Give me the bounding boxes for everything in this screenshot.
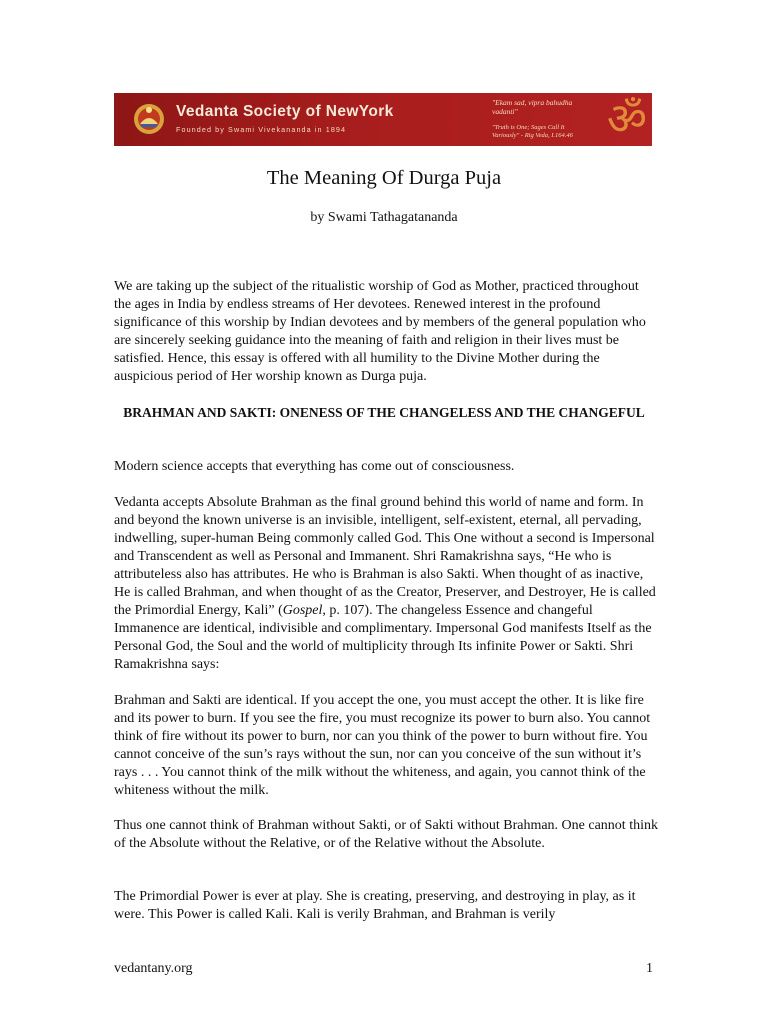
paragraph-primordial-power: The Primordial Power is ever at play. She is creating, preserving, and destroying in play, as it were. This Power is called Kali. Kali is verily Brahman, and Brahman is verily <box>114 889 636 922</box>
header-banner <box>114 93 652 146</box>
section-heading: BRAHMAN AND SAKTI: ONENESS OF THE CHANGELESS AND THE CHANGEFUL <box>123 405 645 420</box>
quote-paragraph: Brahman and Sakti are identical. If you accept the one, you must accept the other. It is like fire and its power to burn. If you see the fire, you must recognize its power to burn also. You cannot think of fire without its power to burn, nor can you think of the power to burn without fire. You cannot conceive of the sun’s rays without the sun, nor can you conceive of the sun without it’s rays . . . You cannot think of the milk without the whiteness, and again, you cannot think of the whiteness without the milk. <box>114 693 651 798</box>
banner-title: Vedanta Society of NewYork <box>176 103 394 120</box>
society-emblem-icon <box>132 102 166 136</box>
author-byline: by Swami Tathagatananda <box>310 210 458 225</box>
paragraph-vedanta-text-b: , p. 107). The changeless Essence and changeful Immanence are identical, indivisible and complimentary. Impersonal God manifests Itself as the Personal God, the Soul and the world of multiplicity through Its infinite Power or Sakti. Shri Ramakrishna says: <box>114 603 652 672</box>
footer-site-link: vedantany.org <box>114 961 193 976</box>
intro-paragraph: We are taking up the subject of the ritualistic worship of God as Mother, practiced throughout the ages in India by endless streams of Her devotees. Renewed interest in the profound significance of this worship by Indian devotees and by members of the general population who are sincerely seeking guidance into the meaning of faith and religion in their lives must be satisfied. Hence, this essay is offered with all humility to the Divine Mother during the auspicious period of Her worship known as Durga puja. <box>114 279 646 384</box>
banner-quote-sanskrit: "Ekam sad, vipra bahudha vadanti" <box>492 98 573 116</box>
paragraph-science: Modern science accepts that everything has come out of consciousness. <box>114 459 515 474</box>
banner-quote-translation: "Truth is One; Sages Call It Variously" - Rig Veda, I.164.46 <box>492 124 573 139</box>
banner-subtitle: Founded by Swami Vivekananda in 1894 <box>176 125 347 134</box>
page-number: 1 <box>646 961 653 976</box>
paragraph-brahman-sakti: Thus one cannot think of Brahman without Sakti, or of Sakti without Brahman. One cannot think of the Absolute without the Relative, or of the Relative without the Absolute. <box>114 818 658 851</box>
paragraph-vedanta-text-a: Vedanta accepts Absolute Brahman as the final ground behind this world of name and form. In and beyond the known universe is an invisible, intelligent, self-existent, eternal, all pervading, indwelling, super-human Being commonly called God. This One without a second is Impersonal and Transcendent as well as Personal and Immanent. Shri Ramakrishna says, “He who is attributeless also has attributes. He who is Brahman is also Sakti. When thought of as inactive, He is called Brahman, and when thought of as the Creator, Preserver, and Destroyer, He is called the Primordial Energy, Kali” ( <box>114 495 656 618</box>
gospel-citation: Gospel <box>282 603 323 618</box>
page-title: The Meaning Of Durga Puja <box>266 167 502 189</box>
paragraph-vedanta <box>114 494 658 674</box>
om-icon: ॐ <box>606 94 648 145</box>
